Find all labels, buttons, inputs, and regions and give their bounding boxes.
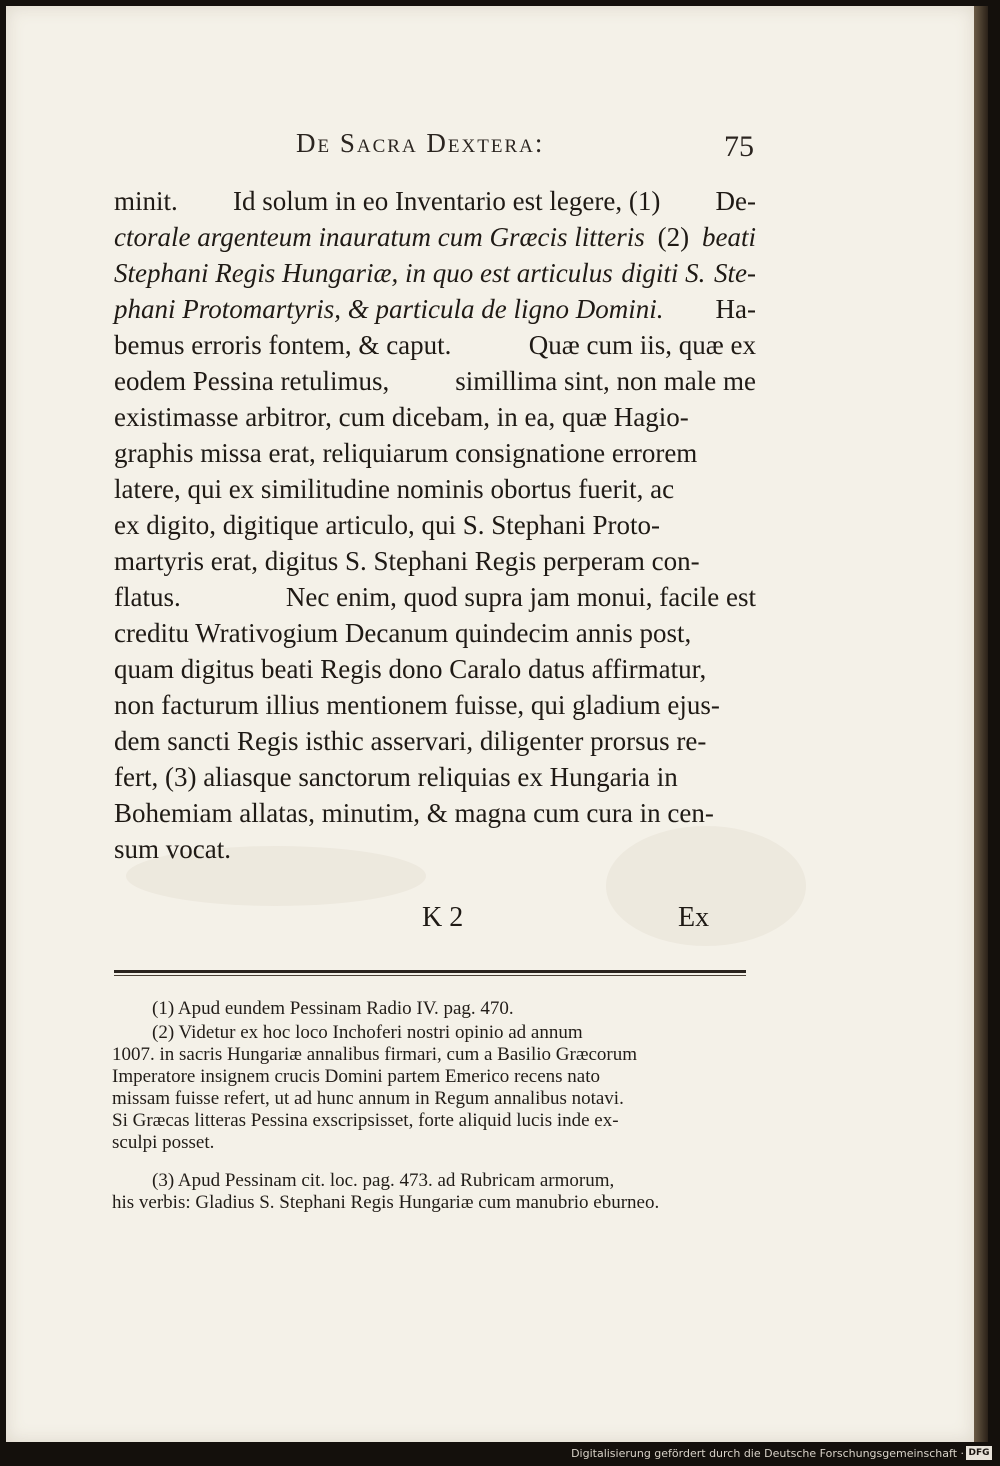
text-segment: graphis missa erat, reliquiarum consignatione errorem — [114, 438, 698, 468]
text-segment: Id solum in eo Inventario est legere, (1) — [232, 186, 661, 216]
text-line — [114, 507, 756, 543]
text-line — [114, 723, 756, 759]
footnote-line: his verbis: Gladius S. Stephani Regis Hungariæ cum manubrio eburneo. — [112, 1192, 660, 1213]
text-segment: Ste- — [714, 258, 756, 288]
footnote-line: 1007. in sacris Hungariæ annalibus firmari, cum a Basilio Græcorum — [112, 1044, 638, 1065]
text-segment: fert, (3) aliasque sanctorum reliquias ex Hungaria in — [114, 762, 678, 792]
text-line — [114, 435, 756, 471]
text-line — [114, 687, 756, 723]
text-segment: Nec enim, quod supra jam monui, facile est — [285, 582, 756, 612]
body-text — [114, 183, 756, 867]
text-line — [114, 399, 756, 435]
text-line — [114, 255, 756, 291]
text-segment: De- — [715, 186, 756, 216]
text-line — [114, 471, 756, 507]
text-segment: existimasse arbitror, cum dicebam, in ea, quæ Hagio- — [114, 402, 689, 432]
page-edge — [974, 6, 988, 1442]
text-segment: Stephani Regis Hungariæ, in quo est articulus — [114, 258, 613, 288]
footnote-line: missam fuisse refert, ut ad hunc annum in Regum annalibus notavi. — [112, 1088, 624, 1109]
text-segment: sum vocat. — [114, 834, 231, 864]
text-line — [114, 759, 756, 795]
text-line — [114, 651, 756, 687]
running-head: De Sacra Dextera: — [296, 128, 545, 158]
text-segment: bemus erroris fontem, & caput. — [114, 330, 452, 360]
text-segment: ex digito, digitique articulo, qui S. Stephani Proto- — [114, 510, 660, 540]
digitization-credit: Digitalisierung gefördert durch die Deutsche Forschungsgemeinschaft · — [571, 1447, 964, 1460]
text-line — [114, 543, 756, 579]
footnote-1 — [112, 998, 752, 1020]
text-segment: (2) — [657, 222, 690, 252]
footnote-3 — [112, 1170, 752, 1214]
text-segment: digiti S. — [621, 258, 706, 288]
text-segment: dem sancti Regis isthic asservari, diligenter prorsus re- — [114, 726, 707, 756]
footnote-line: (2) Videtur ex hoc loco Inchoferi nostri opinio ad annum — [152, 1022, 583, 1043]
text-segment: latere, qui ex similitudine nominis obortus fuerit, ac — [114, 474, 675, 504]
dfg-logo: DFG — [966, 1446, 992, 1460]
text-segment: ctorale argenteum inauratum cum Græcis litteris — [114, 222, 645, 252]
text-line — [114, 579, 756, 615]
footnote-line: Imperatore insignem crucis Domini partem Emerico recens nato — [112, 1066, 601, 1087]
text-line — [114, 291, 756, 327]
text-segment: creditu Wrativogium Decanum quindecim annis post, — [114, 618, 692, 648]
text-segment: phani Protomartyris, & particula de ligno Domini. — [114, 294, 664, 324]
text-line — [114, 363, 756, 399]
footnotes — [112, 998, 752, 1216]
catchword: Ex — [678, 902, 710, 933]
footnote-line: (3) Apud Pessinam cit. loc. pag. 473. ad Rubricam armorum, — [152, 1170, 615, 1191]
text-line — [114, 795, 756, 831]
text-segment: beati — [701, 222, 756, 252]
text-segment: simillima sint, non male me — [455, 366, 756, 396]
footnote-line: Si Græcas litteras Pessina exscripsisset, forte aliquid lucis inde ex- — [112, 1110, 619, 1131]
text-segment: non facturum illius mentionem fuisse, qui gladium ejus- — [114, 690, 720, 720]
text-line — [114, 831, 756, 867]
text-segment: Ha- — [715, 294, 756, 324]
footnote-rule-thin — [114, 975, 746, 976]
text-segment: martyris erat, digitus S. Stephani Regis perperam con- — [114, 546, 700, 576]
text-line — [114, 615, 756, 651]
page-number: 75 — [724, 130, 754, 163]
text-segment: eodem Pessina retulimus, — [114, 366, 390, 396]
text-line — [114, 327, 756, 363]
footnote-line: sculpi posset. — [112, 1132, 215, 1153]
text-segment: quam digitus beati Regis dono Caralo datus affirmatur, — [114, 654, 707, 684]
text-segment: Quæ cum iis, quæ ex — [528, 330, 756, 360]
text-line — [114, 219, 756, 255]
signature-mark: K 2 — [422, 902, 464, 933]
footnote-2 — [112, 1022, 752, 1154]
footnote-rule — [114, 970, 746, 973]
footnote-line: (1) Apud eundem Pessinam Radio IV. pag. 470. — [152, 998, 514, 1019]
text-segment: flatus. — [114, 582, 181, 612]
text-line — [114, 183, 756, 219]
footnote-gap — [112, 1156, 752, 1170]
text-segment: minit. — [114, 186, 178, 216]
text-segment: Bohemiam allatas, minutim, & magna cum cura in cen- — [114, 798, 714, 828]
